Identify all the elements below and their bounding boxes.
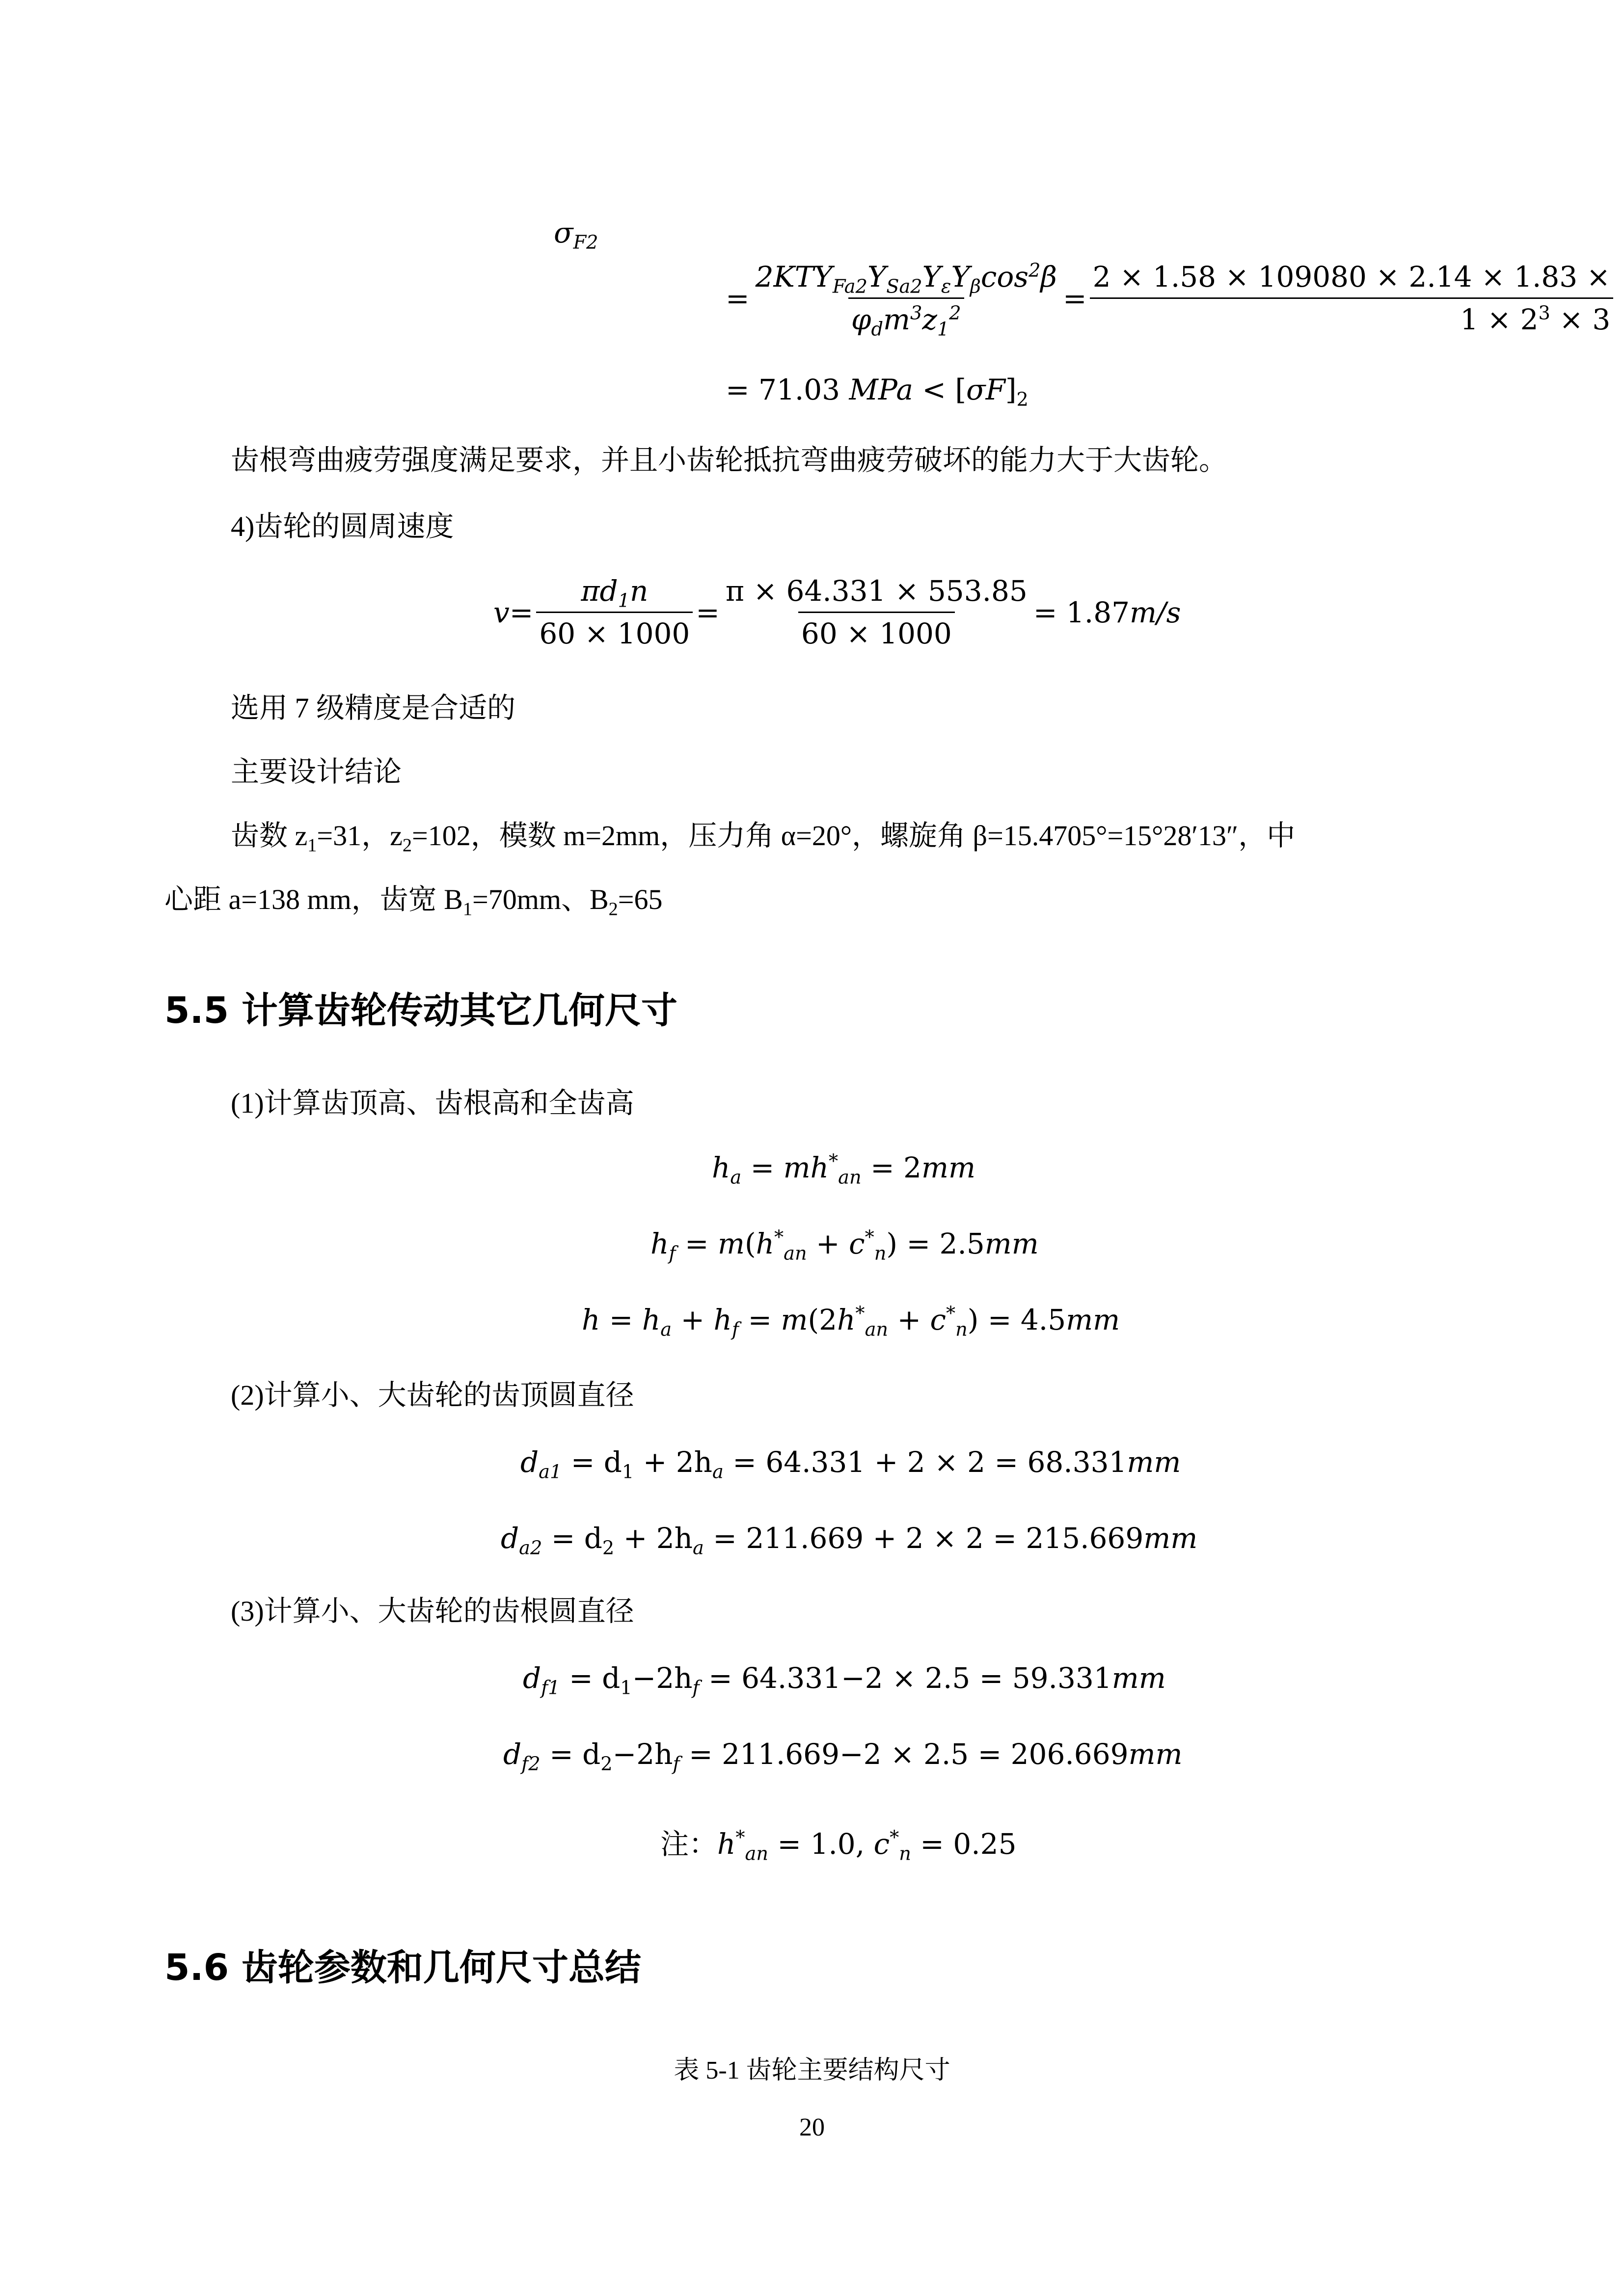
stress-values-numerator: 2 × 1.58 × 109080 × 2.14 × 1.83 × — [1092, 260, 1611, 294]
section-5-6-heading: 5.6 齿轮参数和几何尺寸总结 — [164, 1947, 641, 1989]
conclusion-title: 主要设计结论 — [231, 756, 402, 788]
equals-sign: = — [1062, 281, 1087, 315]
precision-text: 选用 7 级精度是合适的 — [231, 692, 516, 724]
velocity-values-denominator: 60 × 1000 — [798, 612, 955, 650]
equals-sign: = — [696, 595, 720, 629]
eq-total-height: $h = h_a + h_f = m(2h^*_{an} + c^*_n) = 4.5mm$ — [582, 1302, 1120, 1341]
item-1-title: (1)计算齿顶高、齿根高和全齿高 — [231, 1087, 634, 1119]
sigma-symbol: σ — [554, 216, 573, 249]
sigma-f2-label — [554, 216, 598, 254]
eq-addendum-height: $h_a = mh^*_{an} = 2mm$ — [712, 1150, 976, 1189]
item-2-title: (2)计算小、大齿轮的齿顶圆直径 — [231, 1379, 634, 1411]
eq-dedendum-height: $h_f = m(h^*_{an} + c^*_n) = 2.5mm$ — [650, 1226, 1039, 1265]
item-3-title: (3)计算小、大齿轮的齿根圆直径 — [231, 1595, 634, 1627]
velocity-values-fraction — [723, 574, 1030, 650]
bending-ok-text: 齿根弯曲疲劳强度满足要求，并且小齿轮抵抗弯曲疲劳破坏的能力大于大齿轮。 — [231, 444, 1228, 476]
velocity-formula-denominator: 60 × 1000 — [536, 612, 693, 650]
peripheral-speed-title: 4)齿轮的圆周速度 — [231, 510, 454, 542]
velocity-result: = 1.87m/s — [1033, 595, 1181, 629]
velocity-values-numerator: π × 64.331 × 553.85 — [725, 574, 1028, 608]
stress-formula-fraction — [753, 259, 1060, 341]
conclusion-line-1: 齿数 $z_1=31$，$z_2=102$，模数 m=2mm，压力角 α=20°，螺旋角 β=15.4705°=15°28′13″，中 — [231, 820, 1296, 856]
velocity-equation — [493, 574, 1181, 650]
coefficients-note: 注：$h^*_{an} = 1.0$, $c^*_n = 0.25$ — [660, 1826, 1017, 1865]
table-caption: 表 5-1 齿轮主要结构尺寸 — [674, 2056, 950, 2084]
eq-root-diameter-1: $d_{f1} = d_1-2h_f = 64.331-2 \times 2.5 = 59.331mm$ — [523, 1661, 1166, 1699]
eq-root-diameter-2: $d_{f2} = d_2-2h_f = 211.669-2 \times 2.5 = 206.669mm$ — [503, 1737, 1183, 1775]
stress-values-denominator: $1 \times 2^3 \times 3$ — [1090, 297, 1614, 336]
conclusion-line-2: 心距 a=138 mm，齿宽 $B_1=70mm$、$B_2=65$ — [164, 883, 663, 920]
eq-tip-diameter-1: $d_{a1} = d_1 + 2h_a = 64.331 + 2 \times 2 = 68.331mm$ — [520, 1445, 1181, 1483]
section-5-5-heading: 5.5 计算齿轮传动其它几何尺寸 — [164, 989, 677, 1032]
page-number: 20 — [799, 2113, 825, 2141]
stress-formula-numerator: $2KTY_{Fa2}Y_{Sa2}Y_\varepsilon Y_\beta\cos^2\beta$ — [755, 259, 1057, 298]
velocity-formula-fraction — [536, 574, 693, 650]
equals-sign: = — [726, 281, 750, 315]
velocity-symbol: v — [493, 595, 510, 629]
sigma-f2-fraction-line — [726, 259, 1616, 341]
stress-result: = 71.03 MPa < $[\sigma F]_2$ — [726, 373, 1029, 411]
equals-sign: = — [509, 595, 534, 629]
sigma-subscript: F2 — [573, 231, 598, 254]
stress-formula-denominator: $\varphi_dm^3z_1^2$ — [848, 297, 964, 336]
eq-tip-diameter-2: $d_{a2} = d_2 + 2h_a = 211.669 + 2 \times 2 = 215.669mm$ — [501, 1522, 1198, 1559]
velocity-formula-numerator: $\pi d_1n$ — [581, 574, 649, 612]
stress-values-fraction — [1090, 260, 1614, 336]
